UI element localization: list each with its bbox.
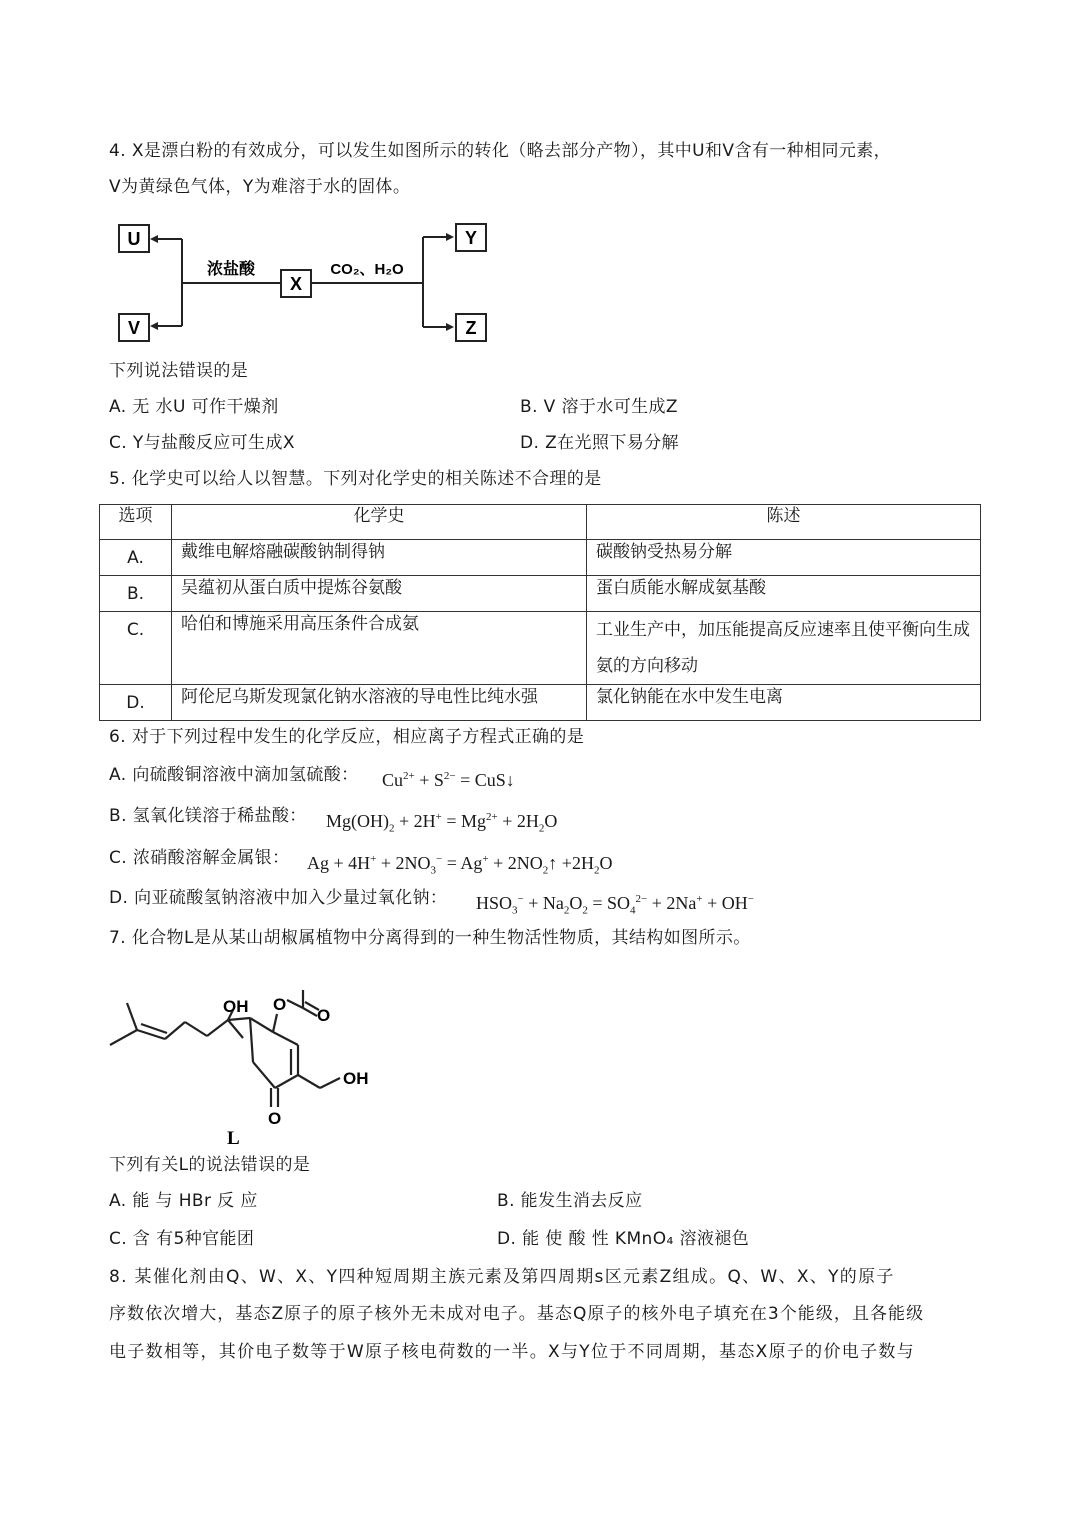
- q4-option-d: D. Z在光照下易分解: [520, 433, 679, 453]
- ketone-oxygen-label: O: [268, 1109, 282, 1128]
- label-conc-hcl: 浓盐酸: [206, 261, 256, 278]
- q4-conversion-diagram: [105, 215, 495, 350]
- row-a-history: 戴维电解熔融碳酸钠制得钠: [172, 540, 587, 576]
- q7-prompt: 下列有关L的说法错误的是: [109, 1155, 311, 1175]
- row-b-history: 吴蕴初从蛋白质中提炼谷氨酸: [172, 576, 587, 612]
- q5-stem: 5. 化学史可以给人以智慧。下列对化学史的相关陈述不合理的是: [109, 469, 602, 489]
- q7-option-d: D. 能 使 酸 性 KMnO₄ 溶液褪色: [497, 1229, 750, 1249]
- q4-line2: V为黄绿色气体，Y为难溶于水的固体。: [109, 177, 411, 197]
- q7-option-c: C. 含 有5种官能团: [109, 1229, 255, 1249]
- row-c-option: C.: [100, 612, 172, 685]
- label-x: X: [289, 274, 303, 294]
- q8-line3: 电子数相等，其价电子数等于W原子核电荷数的一半。X与Y位于不同周期，基态X原子的价电子数与: [109, 1342, 915, 1362]
- q6-equation-d: $HSO_3^- + Na_2O_2 = SO_4^{2-} + 2Na^+ + OH^-$: [476, 893, 754, 917]
- q6-equation-c: $Ag + 4H^+ + 2NO_3^- = Ag^+$ + $2NO_2↑ +2H_2O$: [307, 853, 613, 877]
- q8-line2: 序数依次增大，基态Z原子的原子核外无未成对电子。基态Q原子的核外电子填充在3个能级，且各能级: [109, 1304, 925, 1324]
- q6-option-b: B. 氢氧化镁溶于稀盐酸：: [109, 806, 307, 826]
- chemistry-history-table: [99, 504, 981, 721]
- q6-option-a: A. 向硫酸铜溶液中滴加氢硫酸：: [109, 765, 359, 785]
- table-row: [100, 612, 981, 685]
- q6-option-d: D. 向亚硫酸氢钠溶液中加入少量过氧化钠：: [109, 888, 448, 908]
- q4-option-a: A. 无 水U 可作干燥剂: [109, 397, 279, 417]
- q4-line1: 4. X是漂白粉的有效成分，可以发生如图所示的转化（略去部分产物），其中U和V含有一种相同元素，: [109, 141, 892, 161]
- q8-line1: 8. 某催化剂由Q、W、X、Y四种短周期主族元素及第四周期s区元素Z组成。Q、W、X、Y的原子: [109, 1267, 895, 1287]
- ester-oxygen-label: O: [273, 995, 287, 1014]
- q4-option-b: B. V 溶于水可生成Z: [520, 397, 678, 417]
- q7-stem: 7. 化合物L是从某山胡椒属植物中分离得到的一种生物活性物质，其结构如图所示。: [109, 928, 751, 948]
- row-a-statement: 碳酸钠受热易分解: [587, 540, 981, 576]
- label-y: Y: [464, 228, 478, 248]
- table-row: [100, 540, 981, 576]
- row-d-option: D.: [100, 685, 172, 721]
- row-a-option: A.: [100, 540, 172, 576]
- label-u: U: [127, 229, 141, 249]
- compound-label: L: [227, 1128, 240, 1145]
- q4-prompt: 下列说法错误的是: [109, 361, 249, 381]
- row-c-history: 哈伯和博施采用高压条件合成氨: [172, 612, 587, 685]
- q6-equation-b: $Mg(OH)_2 + 2H^+ = Mg^{2+} + 2H_2O$: [326, 811, 558, 835]
- table-row: [100, 685, 981, 721]
- q6-option-c: C. 浓硝酸溶解金属银：: [109, 848, 290, 868]
- table-row: [100, 576, 981, 612]
- carbonyl-oxygen-label: O: [317, 1006, 331, 1025]
- row-b-statement: 蛋白质能水解成氨基酸: [587, 576, 981, 612]
- q4-option-c: C. Y与盐酸反应可生成X: [109, 433, 295, 453]
- label-v: V: [127, 318, 141, 338]
- row-b-option: B.: [100, 576, 172, 612]
- label-co2-h2o: CO₂、H₂O: [330, 261, 404, 278]
- q7-option-a: A. 能 与 HBr 反 应: [109, 1191, 258, 1211]
- header-option: 选项: [100, 505, 172, 540]
- hydroxyl-label: OH: [223, 997, 249, 1016]
- table-header-row: [100, 505, 981, 540]
- q7-option-b: B. 能发生消去反应: [497, 1191, 643, 1211]
- q6-equation-a: $Cu^{2+} + S^{2-}$ = CuS↓: [382, 770, 515, 790]
- header-history: 化学史: [172, 505, 587, 540]
- row-c-statement: 工业生产中，加压能提高反应速率且使平衡向生成氨的方向移动: [587, 612, 981, 685]
- hydroxymethyl-label: OH: [343, 1069, 369, 1088]
- label-z: Z: [465, 318, 477, 338]
- q6-stem: 6. 对于下列过程中发生的化学反应，相应离子方程式正确的是: [109, 727, 585, 747]
- header-statement: 陈述: [587, 505, 981, 540]
- row-d-history: 阿伦尼乌斯发现氯化钠水溶液的导电性比纯水强: [172, 685, 587, 721]
- row-d-statement: 氯化钠能在水中发生电离: [587, 685, 981, 721]
- compound-l-structure: [105, 990, 385, 1145]
